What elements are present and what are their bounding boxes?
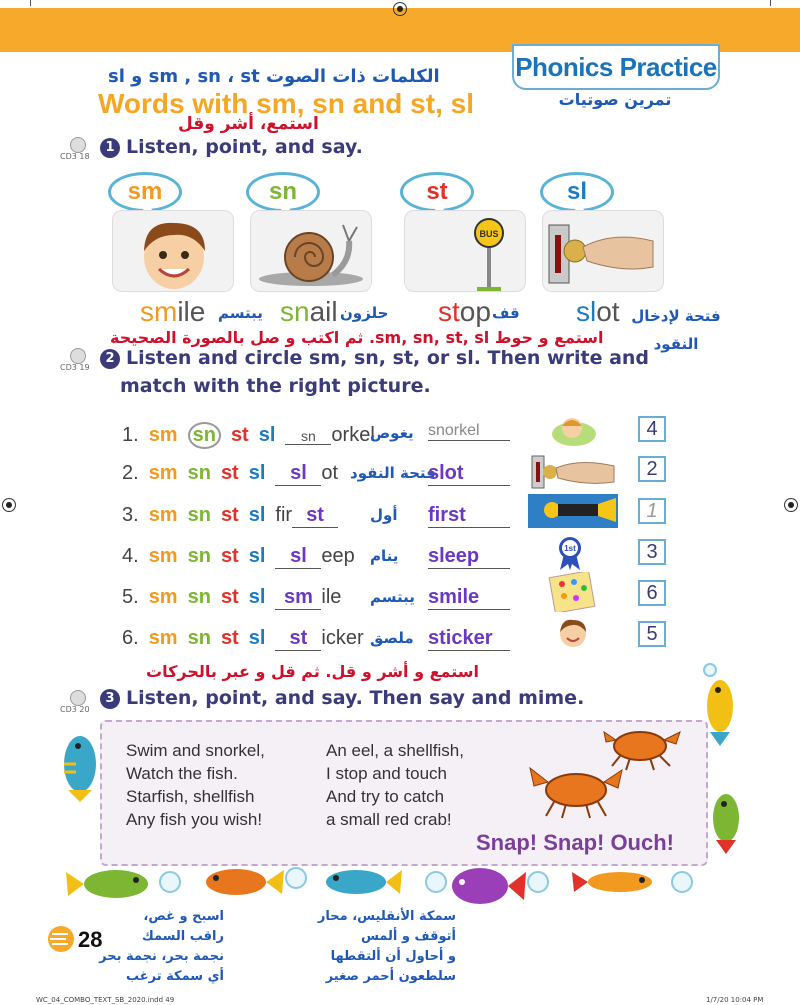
page-number: 28: [78, 927, 103, 952]
word-after: eep: [321, 545, 355, 567]
word-rest: ail: [309, 296, 338, 327]
row-arabic: فتحة النقود: [350, 464, 436, 482]
option-sn[interactable]: sn: [187, 545, 211, 567]
exercise-row: [122, 545, 355, 575]
word-snail-arabic: حلزون: [340, 304, 389, 322]
blank-answer[interactable]: st: [292, 504, 338, 528]
match-number-box[interactable]: 3: [638, 539, 666, 565]
ribbon-badge-icon: [556, 536, 584, 570]
option-sn[interactable]: sn: [187, 586, 211, 608]
word-rest: ile: [177, 296, 206, 327]
chant-line: An eel, a shellfish,: [326, 741, 464, 760]
scuba-diver-icon: [528, 494, 618, 528]
row-number: 6.: [122, 627, 139, 649]
badge-text: 1st: [564, 544, 576, 553]
row-number: 1.: [122, 424, 139, 446]
chant-line: Swim and snorkel,: [126, 741, 265, 760]
option-sn[interactable]: sn: [187, 462, 211, 484]
row-arabic: يغوص: [370, 424, 414, 442]
row-arabic: ملصق: [370, 629, 414, 647]
option-sm[interactable]: sm: [148, 462, 178, 484]
crop-mark: [30, 0, 31, 6]
footer-date: 1/7/20 10:04 PM: [706, 996, 764, 1004]
section3-instruction-arabic: استمع و أشر و قل. ثم قل و عبر بالحركات: [146, 662, 480, 681]
row-word-build: [275, 627, 363, 651]
crab-icon: [604, 732, 680, 770]
bubble-icon: [672, 872, 692, 892]
translation-line: أتوقف و ألمس: [360, 929, 456, 944]
fish-border-illustration: [60, 856, 700, 912]
fish-icon: [326, 870, 402, 894]
slot-small-picture: [530, 452, 616, 492]
fish-icon: [64, 736, 96, 802]
option-st[interactable]: st: [220, 627, 239, 649]
exercise-row: [122, 586, 341, 616]
section2-instruction-line2: match with the right picture.: [120, 375, 431, 397]
chant-line: a small red crab!: [326, 810, 452, 829]
heading-arabic: الكلمات ذات الصوت sm , sn ، st و sl: [108, 66, 440, 87]
blank-answer[interactable]: sn: [285, 428, 331, 445]
row-arabic: ينام: [370, 547, 399, 565]
bubble-sn: sn: [246, 172, 320, 212]
chant-line: Starfish, shellfish: [126, 787, 255, 806]
word-stop: [438, 296, 491, 328]
translation-line: اسبح و غص،: [143, 909, 224, 924]
row-word-build: [285, 424, 374, 447]
word-smile: [140, 296, 205, 328]
smile-picture: [112, 210, 234, 292]
row-arabic: أول: [370, 506, 398, 524]
section2-instruction-line1: [100, 347, 649, 369]
instruction-text: Listen, point, and say.: [126, 136, 363, 158]
cd-track: CD3 19: [60, 363, 90, 372]
blank-answer[interactable]: sl: [275, 545, 321, 569]
sleeping-boy-icon: [550, 412, 598, 448]
registration-mark: [2, 498, 16, 512]
crop-mark: [770, 0, 771, 6]
option-sn[interactable]: sn: [188, 422, 221, 449]
option-st[interactable]: st: [220, 462, 239, 484]
word-stop-arabic: قف: [492, 304, 520, 322]
row-word-build: [275, 586, 341, 610]
option-sm[interactable]: sm: [148, 627, 178, 649]
fish-icon: [707, 680, 733, 746]
written-word[interactable]: smile: [428, 586, 510, 610]
option-st[interactable]: st: [220, 504, 239, 526]
translation-line: نجمة بحر، نجمة بحر: [99, 949, 224, 964]
written-word[interactable]: slot: [428, 462, 510, 486]
option-sl[interactable]: sl: [248, 504, 266, 526]
fish-icon: [66, 870, 148, 898]
coin-slot-icon: [543, 211, 664, 292]
bus-sign-text: BUS: [479, 229, 499, 239]
fish-icon: [713, 794, 739, 854]
crab-icon: [530, 768, 622, 818]
exercise-row: [122, 504, 338, 534]
registration-mark: [393, 2, 407, 16]
row-arabic: يبتسم: [370, 588, 415, 606]
translation-line: سمكة الأنقليس، محار: [317, 909, 456, 924]
diver-picture: [528, 494, 618, 528]
word-after: icker: [321, 627, 364, 649]
row-number: 4.: [122, 545, 139, 567]
word-rest: op: [459, 296, 491, 327]
match-number-box[interactable]: 6: [638, 580, 666, 606]
word-prefix: st: [438, 296, 460, 327]
chant-line: I stop and touch: [326, 764, 447, 783]
snorkel-picture: [550, 412, 598, 448]
option-sl[interactable]: sl: [248, 462, 266, 484]
option-sl[interactable]: sl: [248, 586, 266, 608]
row-word-build: [275, 504, 338, 528]
fish-right-bottom-illustration: [706, 780, 746, 870]
blank-answer[interactable]: sl: [275, 462, 321, 486]
translation-line: سلطعون أحمر صغير: [325, 969, 456, 984]
registration-mark: [784, 498, 798, 512]
chant-line: And try to catch: [326, 787, 445, 806]
cd-track: CD3 18: [60, 152, 90, 161]
fish-icon: [206, 869, 284, 895]
row-number: 5.: [122, 586, 139, 608]
smiling-boy-icon: [556, 616, 590, 650]
option-st[interactable]: st: [220, 545, 239, 567]
exercise-row: [122, 627, 364, 657]
crab-illustration: [520, 724, 700, 824]
cd-icon: [70, 348, 86, 364]
fish-right-top-illustration: [700, 662, 740, 772]
word-slot: [576, 296, 620, 328]
bubble-sm: sm: [108, 172, 182, 212]
section2-instruction-arabic: استمع و حوط sm, sn, st, sl. ثم اكتب و صل بالصورة الصحيحة: [110, 328, 604, 347]
cd-icon: [70, 690, 86, 706]
option-sm[interactable]: sm: [148, 545, 178, 567]
match-number-box[interactable]: 2: [638, 456, 666, 482]
lesson-heading: Words with sm, sn and st, sl: [98, 88, 474, 119]
word-before: fir: [275, 504, 293, 526]
word-prefix: sm: [140, 296, 178, 327]
match-number-box[interactable]: 5: [638, 621, 666, 647]
section3-instruction: [100, 687, 584, 709]
bubble-icon: [426, 872, 446, 892]
exercise-row: [122, 422, 375, 452]
word-smile-arabic: يبتسم: [218, 304, 263, 322]
word-after: ile: [321, 586, 342, 608]
bubble-icon: [286, 868, 306, 888]
bubble-st: st: [400, 172, 474, 212]
snail-icon: [251, 211, 372, 292]
row-number: 3.: [122, 504, 139, 526]
option-sm[interactable]: sm: [148, 504, 178, 526]
word-slot-arabic: فتحة لإدخال النقود: [631, 307, 721, 353]
exercise-row: [122, 462, 338, 492]
translation-right: [296, 907, 456, 987]
section1-instruction-arabic: استمع، أشر وقل: [178, 114, 319, 134]
written-word[interactable]: sticker: [428, 627, 510, 651]
sticker-sheet-icon: [546, 572, 598, 612]
row-number: 2.: [122, 462, 139, 484]
fish-left-illustration: [54, 724, 108, 804]
blank-answer[interactable]: st: [275, 627, 321, 651]
row-word-build: [275, 462, 338, 486]
instruction-text: Listen and circle sm, sn, st, or sl. Then write and: [126, 347, 650, 369]
smile-small-picture: [556, 616, 590, 650]
page-number-decoration-icon: [46, 924, 76, 954]
snail-picture: [250, 210, 372, 292]
section1-instruction: [100, 136, 363, 158]
word-prefix: sn: [280, 296, 310, 327]
bus-stop-icon: [405, 211, 526, 292]
word-snail: [280, 296, 338, 328]
word-after: ot: [321, 462, 339, 484]
bubble-sl: sl: [540, 172, 614, 212]
option-sl[interactable]: sl: [248, 627, 266, 649]
bubble-icon: [160, 872, 180, 892]
snap-text: Snap! Snap! Ouch!: [476, 830, 674, 855]
fish-icon: [572, 872, 652, 892]
first-badge-picture: [556, 536, 584, 570]
step-number: 1: [100, 138, 120, 158]
word-prefix: sl: [576, 296, 597, 327]
word-rest: ot: [596, 296, 620, 327]
option-sn[interactable]: sn: [187, 504, 211, 526]
option-sm[interactable]: sm: [148, 586, 178, 608]
chant-right: [326, 739, 464, 831]
translation-line: راقب السمك: [141, 929, 224, 944]
translation-line: أي سمكة ترغب: [126, 969, 224, 984]
stop-picture: [404, 210, 526, 292]
smiling-boy-icon: [113, 211, 234, 292]
slot-picture: [542, 210, 664, 292]
sticker-picture: [546, 572, 598, 612]
cd-icon: [70, 137, 86, 153]
coin-slot-icon: [530, 452, 616, 492]
translation-line: و أحاول أن ألتقطها: [330, 949, 456, 964]
footer-file-info: WC_04_COMBO_TEXT_SB_2020.indd 49: [36, 996, 175, 1004]
written-word[interactable]: first: [428, 504, 510, 528]
step-number: 3: [100, 689, 120, 709]
match-number-box[interactable]: 1: [638, 498, 666, 524]
step-number: 2: [100, 349, 120, 369]
option-sm[interactable]: sm: [148, 424, 178, 446]
bubble-icon: [528, 872, 548, 892]
word-after: orkel: [331, 424, 375, 446]
chant-line: Any fish you wish!: [126, 810, 263, 829]
option-sn[interactable]: sn: [187, 627, 211, 649]
chant-line: Watch the fish.: [126, 764, 238, 783]
written-word[interactable]: snorkel: [428, 422, 510, 441]
translation-left: [82, 907, 224, 987]
option-st[interactable]: st: [230, 424, 249, 446]
option-sl[interactable]: sl: [258, 424, 276, 446]
chant-left: [126, 739, 265, 831]
option-st[interactable]: st: [220, 586, 239, 608]
page-title-arabic: تمرين صوتيات: [558, 90, 672, 109]
instruction-text: Listen, point, and say. Then say and mime.: [126, 687, 585, 709]
row-word-build: [275, 545, 354, 569]
option-sl[interactable]: sl: [248, 545, 266, 567]
fish-icon: [452, 868, 526, 904]
written-word[interactable]: sleep: [428, 545, 510, 569]
match-number-box[interactable]: 4: [638, 416, 666, 442]
cd-track: CD3 20: [60, 705, 90, 714]
blank-answer[interactable]: sm: [275, 586, 321, 610]
page-title: Phonics Practice: [515, 52, 717, 82]
